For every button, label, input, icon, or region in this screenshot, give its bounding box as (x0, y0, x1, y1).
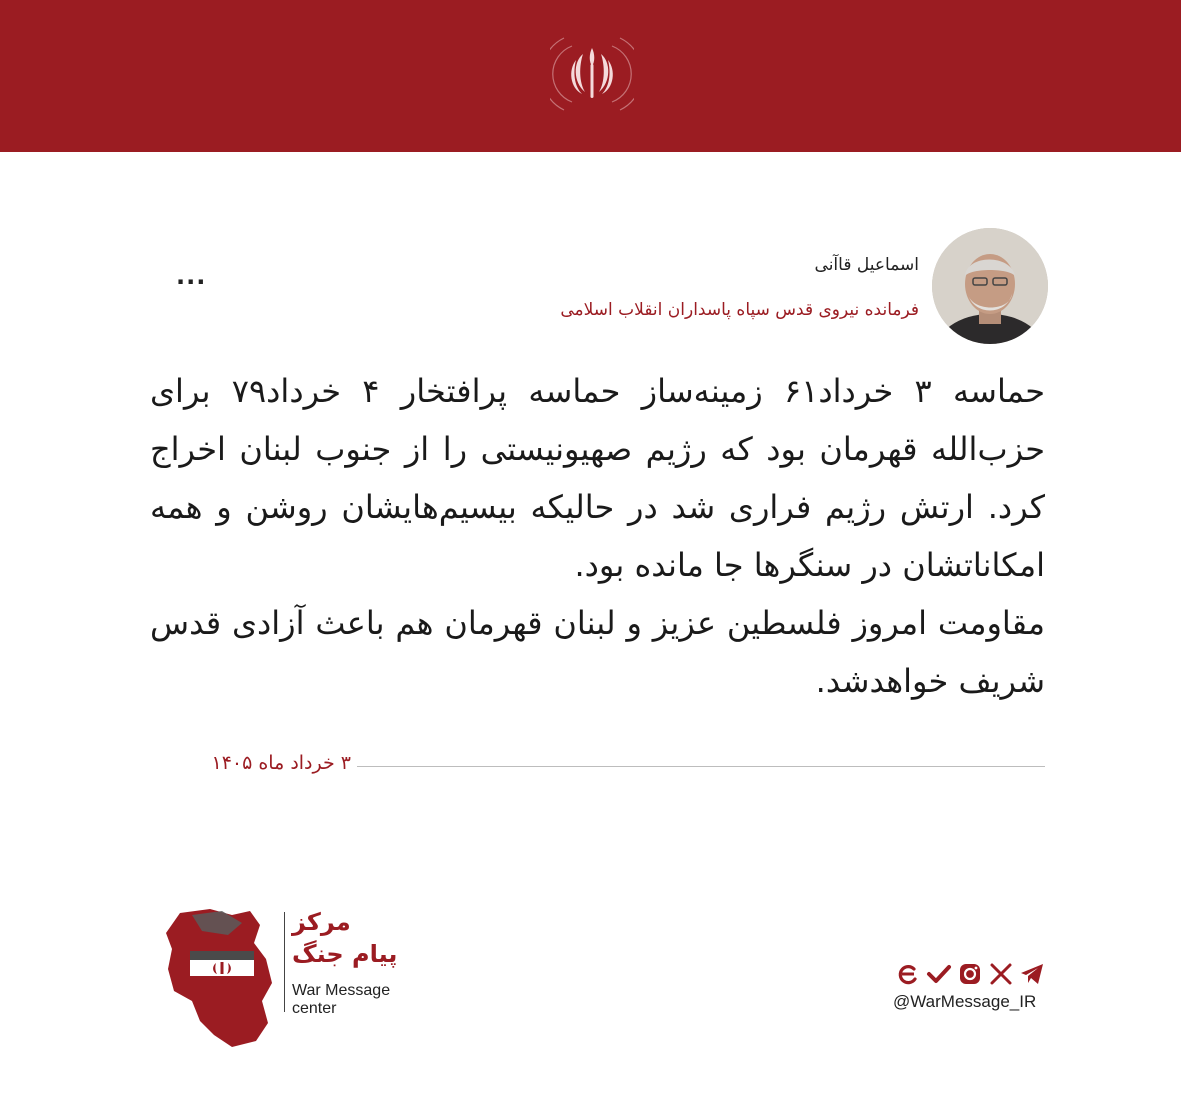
brand-name-en: War Message (292, 982, 391, 999)
social-handle[interactable]: @WarMessage_IR (893, 992, 1037, 1011)
iran-emblem-icon (550, 18, 634, 130)
brand-name-fa: مرکز (292, 908, 351, 936)
brand-name-fa-2: پیام جنگ (292, 940, 398, 968)
author-name: اسماعیل قاآنی (814, 255, 919, 275)
portrait-icon (932, 228, 1048, 344)
post-paragraph: مقاومت امروز فلسطین عزیز و لبنان قهرمان هم باعث آزادی قدس شریف خواهدشد. (150, 604, 1045, 700)
post-body (150, 362, 1045, 710)
header-banner (0, 0, 1181, 152)
telegram-icon[interactable] (1019, 961, 1045, 987)
divider (357, 766, 1045, 767)
social-icons (895, 960, 1045, 988)
post-paragraph: حماسه ۳ خرداد۶۱ زمینه‌ساز حماسه پرافتخار ۴ خرداد۷۹ برای حزب‌الله قهرمان بود که رژیم صهیونیستی را از جنوب لبنان اخراج کرد. ارتش رژیم فراری شد در حالیکه بیسیم‌هایشان روشن و همه امکاناتشان در سنگرها جا مانده بود. (150, 372, 1045, 584)
instagram-icon[interactable] (957, 961, 983, 987)
x-icon[interactable] (988, 961, 1014, 987)
author-role: فرمانده نیروی قدس سپاه پاسداران انقلاب اسلامی (560, 300, 919, 320)
brand-divider (284, 912, 285, 1012)
eitaa-icon[interactable] (895, 961, 921, 987)
iran-map-logo (162, 905, 277, 1055)
post-date: ۳ خرداد ماه ۱۴۰۵ (211, 752, 351, 774)
brand-name-en-2: center (292, 1000, 337, 1017)
check-icon[interactable] (926, 961, 952, 987)
author-avatar (932, 228, 1048, 344)
more-options-icon[interactable]: ... (176, 262, 207, 290)
